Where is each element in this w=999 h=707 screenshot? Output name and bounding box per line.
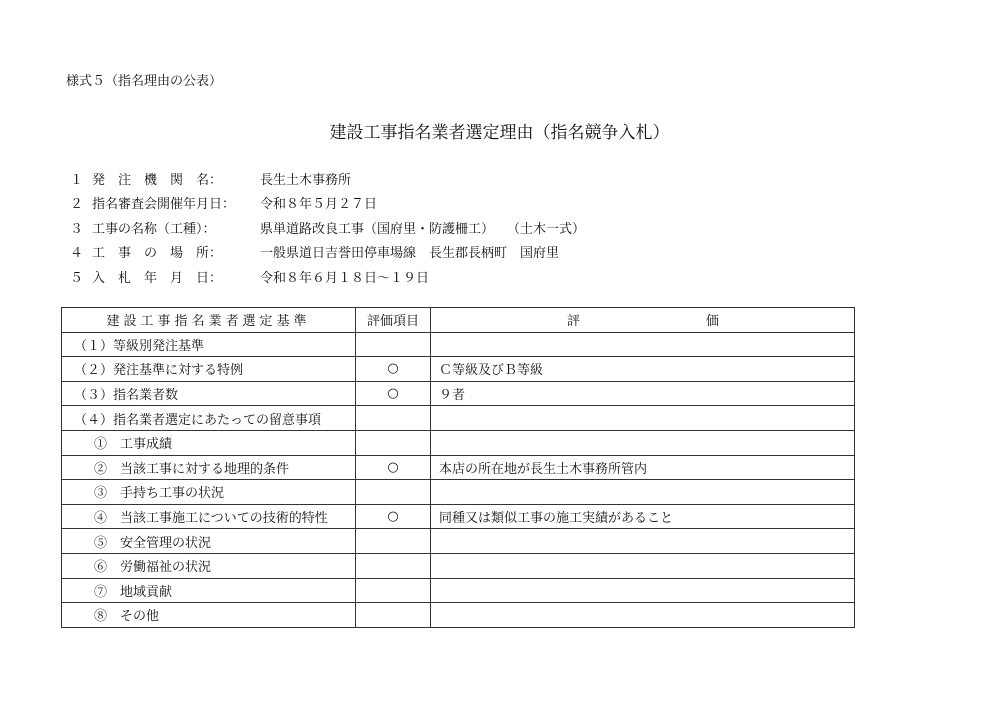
criterion-cell: ② 当該工事に対する地理的条件 <box>62 455 356 480</box>
criterion-cell: ⑤ 安全管理の状況 <box>62 529 356 554</box>
document-title: 建設工事指名業者選定理由（指名競争入札） <box>329 123 670 143</box>
info-row-review-date <box>70 191 770 216</box>
evaluation-cell <box>431 480 855 505</box>
evaluation-cell <box>431 553 855 578</box>
criterion-cell: ⑧ その他 <box>62 603 356 628</box>
selection-criteria-table <box>61 307 855 628</box>
evaluation-cell <box>431 603 855 628</box>
info-label: 工事の名称（工種）： <box>92 221 216 237</box>
criterion-cell: （２）発注基準に対する特例 <box>62 357 356 382</box>
criterion-cell: ③ 手持ち工事の状況 <box>62 480 356 505</box>
evaluation-cell <box>431 406 855 431</box>
criterion-cell: ① 工事成績 <box>62 430 356 455</box>
criterion-cell: （３）指名業者数 <box>62 381 356 406</box>
project-info <box>70 166 770 289</box>
table-row <box>62 553 855 578</box>
info-label: 指名審査会開催年月日： <box>92 197 236 213</box>
mark-cell <box>356 480 431 505</box>
table-row <box>62 381 855 406</box>
form-label: 様式５（指名理由の公表） <box>66 74 223 89</box>
info-value: 令和８年５月２７日 <box>260 197 378 213</box>
evaluation-cell: ９者 <box>431 381 855 406</box>
table-row <box>62 455 855 480</box>
criterion-cell: ⑥ 労働福祉の状況 <box>62 553 356 578</box>
mark-cell: ○ <box>356 455 431 480</box>
mark-cell: ○ <box>356 357 431 382</box>
info-number: ４ <box>70 246 84 262</box>
criterion-cell: ⑦ 地域貢献 <box>62 578 356 603</box>
mark-cell <box>356 430 431 455</box>
info-value: 長生土木事務所 <box>260 172 352 188</box>
header-evaluation-item: 評価項目 <box>356 308 431 333</box>
info-number: ２ <box>70 197 84 213</box>
evaluation-cell: 同種又は類似工事の施工実績があること <box>431 504 855 529</box>
info-row-bid-date <box>70 264 770 289</box>
info-label: 工 事 の 場 所： <box>92 246 223 262</box>
table-row <box>62 406 855 431</box>
table-row <box>62 430 855 455</box>
table-row <box>62 357 855 382</box>
header-evaluation-right: 価 <box>705 314 719 330</box>
mark-cell <box>356 603 431 628</box>
info-label: 発 注 機 関 名： <box>92 172 223 188</box>
info-number: ５ <box>70 270 84 286</box>
evaluation-cell: Ｃ等級及びＢ等級 <box>431 357 855 382</box>
info-row-orderer <box>70 166 770 191</box>
info-number: １ <box>70 172 84 188</box>
info-label: 入 札 年 月 日： <box>92 270 223 286</box>
table-header-row <box>62 308 855 333</box>
evaluation-cell <box>431 332 855 357</box>
info-row-project-name <box>70 215 770 240</box>
criterion-cell: （４）指名業者選定にあたっての留意事項 <box>62 406 356 431</box>
info-row-location <box>70 240 770 265</box>
table-row <box>62 480 855 505</box>
mark-cell <box>356 332 431 357</box>
table-row <box>62 603 855 628</box>
header-evaluation <box>431 308 855 333</box>
table-row <box>62 332 855 357</box>
mark-cell <box>356 529 431 554</box>
header-evaluation-left: 評 <box>567 314 581 330</box>
table-row <box>62 578 855 603</box>
evaluation-cell <box>431 430 855 455</box>
info-value: 一般県道日吉誉田停車場線 長生郡長柄町 国府里 <box>260 246 560 262</box>
evaluation-cell <box>431 578 855 603</box>
mark-cell <box>356 406 431 431</box>
mark-cell: ○ <box>356 381 431 406</box>
info-value: 令和８年６月１８日〜１９日 <box>260 270 430 286</box>
info-value: 県単道路改良工事（国府里・防護柵工） （土木一式） <box>260 221 586 237</box>
criterion-cell: （１）等級別発注基準 <box>62 332 356 357</box>
table-row <box>62 529 855 554</box>
header-criteria: 建設工事指名業者選定基準 <box>62 308 356 333</box>
mark-cell <box>356 553 431 578</box>
table-row <box>62 504 855 529</box>
evaluation-cell <box>431 529 855 554</box>
mark-cell: ○ <box>356 504 431 529</box>
info-number: ３ <box>70 221 84 237</box>
evaluation-cell: 本店の所在地が長生土木事務所管内 <box>431 455 855 480</box>
mark-cell <box>356 578 431 603</box>
criterion-cell: ④ 当該工事施工についての技術的特性 <box>62 504 356 529</box>
